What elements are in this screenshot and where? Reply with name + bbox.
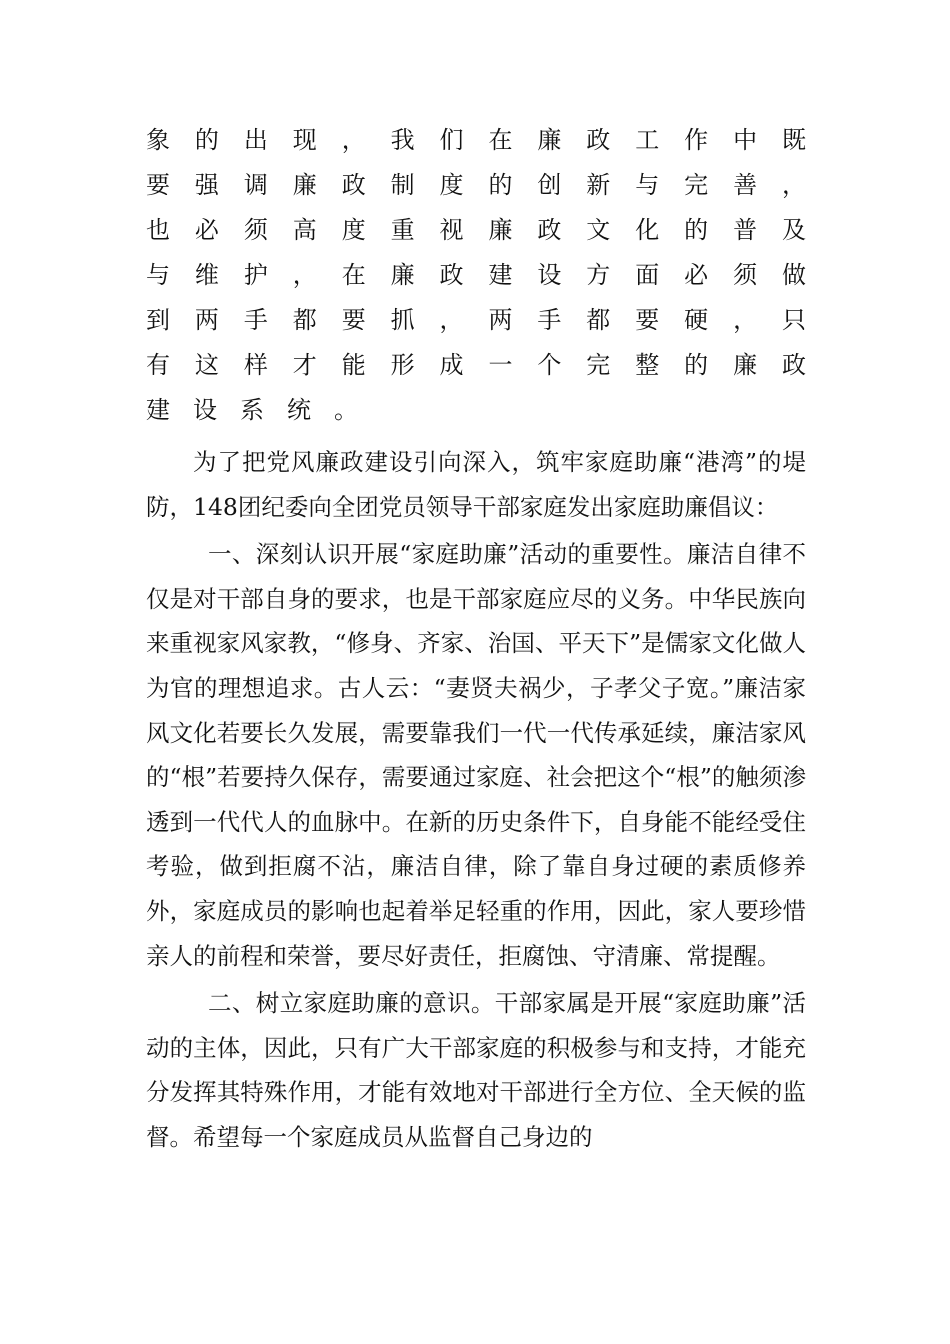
char: 手: [537, 306, 562, 334]
char: 建: [488, 261, 513, 289]
char: 政: [537, 216, 562, 244]
char: 廉: [733, 351, 758, 379]
spaced-line-1: [146, 118, 806, 163]
char: 视: [439, 216, 464, 244]
char: 才: [292, 351, 317, 379]
char: 及: [781, 216, 806, 244]
char: 的: [684, 351, 709, 379]
char: 政: [781, 351, 806, 379]
char: 护: [243, 261, 268, 289]
char: 抓: [390, 306, 415, 334]
char: 要: [341, 306, 366, 334]
char: 度: [341, 216, 366, 244]
char: 既: [781, 126, 806, 154]
char: 中: [733, 126, 758, 154]
char: 系: [240, 396, 264, 424]
char: 我: [390, 126, 415, 154]
char: 廉: [488, 216, 513, 244]
char: 的: [194, 126, 219, 154]
char: 做: [781, 261, 806, 289]
char: 。: [334, 396, 358, 424]
char: 只: [781, 306, 806, 334]
char: 政: [341, 171, 366, 199]
char: 工: [635, 126, 660, 154]
char: 也: [146, 216, 170, 244]
char: 建: [146, 396, 170, 424]
intro-paragraph: 为了把党风廉政建设引向深入，筑牢家庭助廉“港湾”的堤防，148团纪委向全团党员领导干部家庭发出家庭助廉倡议：: [146, 448, 806, 521]
body-text: [146, 440, 806, 1160]
char: ，: [781, 171, 806, 199]
char: 必: [194, 216, 219, 244]
char: 新: [586, 171, 611, 199]
char: 制: [390, 171, 415, 199]
spaced-line-7: [146, 388, 806, 433]
char: 样: [243, 351, 268, 379]
char: 现: [292, 126, 317, 154]
char: 在: [488, 126, 513, 154]
char: 作: [684, 126, 709, 154]
spaced-line-5: [146, 298, 806, 343]
spaced-line-6: [146, 343, 806, 388]
spaced-line-4: [146, 253, 806, 298]
char: 要: [635, 306, 660, 334]
char: 廉: [390, 261, 415, 289]
char: 一: [488, 351, 513, 379]
char: 这: [194, 351, 219, 379]
char: ，: [292, 261, 317, 289]
char: 手: [243, 306, 268, 334]
char: 设: [537, 261, 562, 289]
char: 形: [390, 351, 415, 379]
char: 的: [488, 171, 513, 199]
section-1-paragraph: 一、深刻认识开展“家庭助廉”活动的重要性。廉洁自律不仅是对干部自身的要求，也是干部家庭应尽的义务。中华民族向来重视家风家教，“修身、齐家、治国、平天下”是儒家文化做人为官的理想追求。古人云：“妻贤夫祸少，子孝父子宽。”廉洁家风文化若要长久发展，需要靠我们一代一代传承延续，廉洁家风的“根”若要持久保存，需要通过家庭、社会把这个“根”的触须渗透到一代代人的血脉中。在新的历史条件下，自身能不能经受住考验，做到拒腐不沾，廉洁自律，除了靠自身过硬的素质修养外，家庭成员的影响也起着举足轻重的作用，因此，家人要珍惜亲人的前程和荣誉，要尽好责任，拒腐蚀、守清廉、常提醒。: [146, 540, 806, 970]
char: ，: [733, 306, 758, 334]
char: 面: [635, 261, 660, 289]
char: ，: [439, 306, 464, 334]
char: ，: [341, 126, 366, 154]
char: 的: [684, 216, 709, 244]
char: 都: [586, 306, 611, 334]
char: 必: [684, 261, 709, 289]
spaced-line-2: [146, 163, 806, 208]
spaced-line-3: [146, 208, 806, 253]
char: 象: [146, 126, 170, 154]
char: 整: [635, 351, 660, 379]
char: 善: [733, 171, 758, 199]
char: 廉: [292, 171, 317, 199]
char: 要: [146, 171, 170, 199]
char: 与: [146, 261, 170, 289]
char: 须: [243, 216, 268, 244]
char: 须: [733, 261, 758, 289]
char: 维: [194, 261, 219, 289]
char: 两: [194, 306, 219, 334]
char: 强: [194, 171, 219, 199]
char: 创: [537, 171, 562, 199]
char: 两: [488, 306, 513, 334]
char: 完: [586, 351, 611, 379]
char: 能: [341, 351, 366, 379]
char: 与: [635, 171, 660, 199]
char: 廉: [537, 126, 562, 154]
char: 完: [684, 171, 709, 199]
char: 们: [439, 126, 464, 154]
char: 度: [439, 171, 464, 199]
char: 成: [439, 351, 464, 379]
char: 到: [146, 306, 170, 334]
char: 政: [586, 126, 611, 154]
char: 调: [243, 171, 268, 199]
char: 在: [341, 261, 366, 289]
char: 统: [287, 396, 311, 424]
char: 有: [146, 351, 170, 379]
char: 都: [292, 306, 317, 334]
char: 普: [733, 216, 758, 244]
char: 高: [292, 216, 317, 244]
char: 方: [586, 261, 611, 289]
char: 政: [439, 261, 464, 289]
section-2-paragraph: 二、树立家庭助廉的意识。干部家属是开展“家庭助廉”活动的主体，因此，只有广大干部家庭的积极参与和支持，才能充分发挥其特殊作用，才能有效地对干部进行全方位、全天候的监督。希望每一个家庭成员从监督自己身边的: [146, 989, 806, 1151]
char: 出: [243, 126, 268, 154]
char: 化: [635, 216, 660, 244]
spaced-text-block: [146, 118, 806, 433]
char: 文: [586, 216, 611, 244]
char: 硬: [684, 306, 709, 334]
char: 重: [390, 216, 415, 244]
char: 设: [193, 396, 217, 424]
char: 个: [537, 351, 562, 379]
